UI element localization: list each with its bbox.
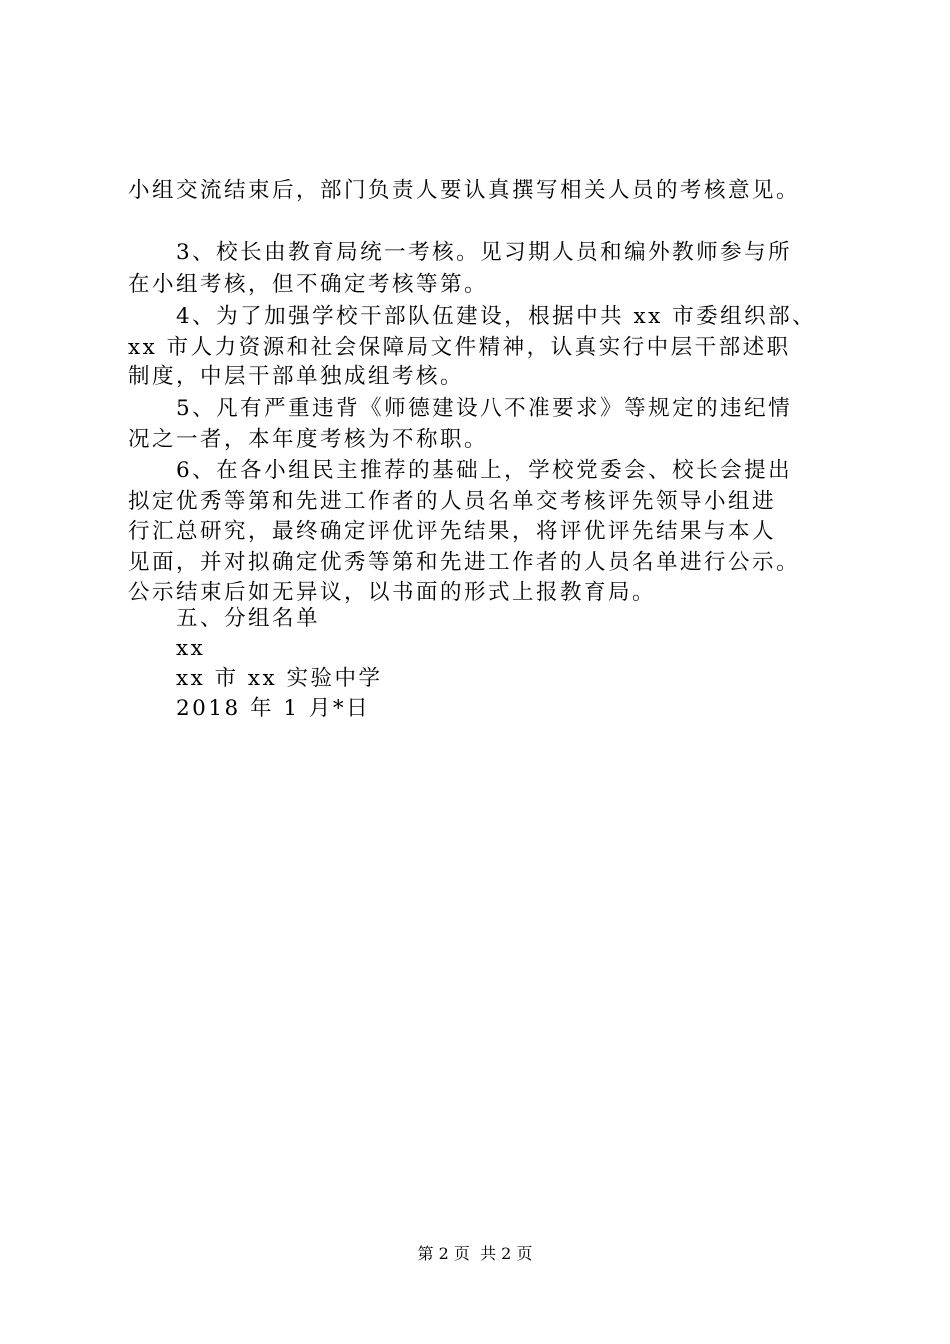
paragraph-line: 在小组考核，但不确定考核等第。 [128, 272, 489, 297]
signature-organization: xx 市 xx 实验中学 [176, 666, 383, 691]
signature-name: xx [176, 636, 206, 661]
paragraph-line: 见面，并对拟确定优秀等第和先进工作者的人员名单进行公示。 [128, 550, 801, 575]
paragraph-line: 拟定优秀等第和先进工作者的人员名单交考核评先领导小组进 [128, 489, 777, 514]
signature-date: 2018 年 1 月*日 [176, 696, 371, 721]
page-number-footer: 第 2 页 共 2 页 [417, 1244, 533, 1263]
paragraph-line: 6、在各小组民主推荐的基础上，学校党委会、校长会提出 [176, 458, 793, 483]
paragraph-line: 制度，中层干部单独成组考核。 [128, 364, 465, 389]
paragraph-line: 小组交流结束后，部门负责人要认真撰写相关人员的考核意见。 [128, 178, 801, 203]
section-heading: 五、分组名单 [176, 606, 321, 631]
paragraph-line: xx 市人力资源和社会保障局文件精神，认真实行中层干部述职 [128, 335, 791, 360]
paragraph-line: 公示结束后如无异议，以书面的形式上报教育局。 [128, 580, 657, 605]
paragraph-line: 4、为了加强学校干部队伍建设，根据中共 xx 市委组织部、 [176, 304, 817, 329]
paragraph-line: 行汇总研究，最终确定评优评先结果，将评优评先结果与本人 [128, 519, 777, 544]
paragraph-line: 5、凡有严重违背《师德建设八不准要求》等规定的违纪情 [176, 396, 793, 421]
paragraph-line: 3、校长由教育局统一考核。见习期人员和编外教师参与所 [176, 240, 793, 265]
paragraph-line: 况之一者，本年度考核为不称职。 [128, 427, 489, 452]
